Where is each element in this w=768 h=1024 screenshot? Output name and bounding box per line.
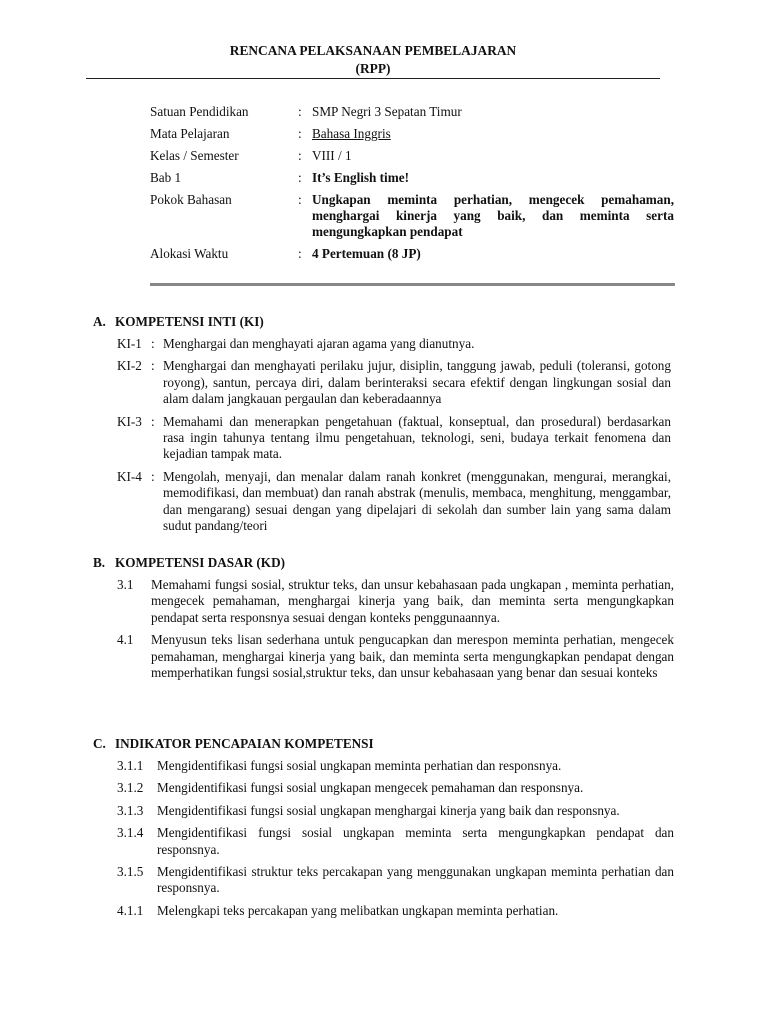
indicator-item [117, 903, 674, 919]
meta-label: Kelas / Semester [150, 148, 239, 163]
ki-text: Menghargai dan menghayati perilaku jujur, disiplin, tanggung jawab, peduli (toleransi, gotong royong), santun, percaya diri, dalam berinteraksi secara efektif dengan lingkungan sosial dan alam dalam jangkauan pergaulan dan keberadaannya [163, 358, 671, 407]
indicator-number: 3.1.1 [117, 758, 144, 773]
kd-number: 3.1 [117, 577, 134, 592]
indicator-text: Melengkapi teks percakapan yang melibatkan ungkapan meminta perhatian. [157, 902, 559, 918]
meta-value: SMP Negri 3 Sepatan Timur [312, 104, 462, 119]
ki-item [117, 336, 671, 352]
indicator-text: Mengidentifikasi fungsi sosial ungkapan menghargai kinerja yang baik dan responsnya. [157, 802, 620, 818]
indicator-text: Mengidentifikasi struktur teks percakapan yang menggunakan ungkapan meminta perhatian dan responsnya. [157, 864, 674, 896]
indicator-text: Mengidentifikasi fungsi sosial ungkapan meminta serta mengungkapkan pendapat dan responsnya. [157, 825, 674, 857]
identity-table [150, 104, 674, 268]
meta-row-satuan-pendidikan [150, 104, 674, 120]
meta-value: 4 Pertemuan (8 JP) [312, 246, 421, 261]
meta-label: Alokasi Waktu [150, 246, 229, 261]
meta-label: Satuan Pendidikan [150, 104, 249, 119]
section-b-heading [93, 555, 285, 571]
ki-code: KI-1 [117, 336, 142, 351]
meta-row-bab [150, 170, 674, 186]
section-letter: A. [93, 314, 106, 329]
meta-value: It’s English time! [312, 170, 409, 185]
indicator-number: 3.1.5 [117, 864, 144, 880]
indicator-item [117, 864, 674, 897]
kd-item [117, 632, 674, 681]
kd-list [117, 577, 674, 687]
section-title: INDIKATOR PENCAPAIAN KOMPETENSI [115, 736, 374, 751]
title-divider [86, 78, 660, 79]
indicator-number: 3.1.4 [117, 825, 144, 841]
section-letter: B. [93, 555, 106, 570]
meta-value: VIII / 1 [312, 148, 352, 163]
ki-code: KI-2 [117, 358, 142, 374]
kd-number: 4.1 [117, 632, 134, 648]
kd-text: Memahami fungsi sosial, struktur teks, dan unsur kebahasaan pada ungkapan , meminta perhatian, mengecek pemahaman, menghargai kinerja yang baik, dan meminta serta mengungkapkan pendapat serta responsnya sesuai dengan konteks penggunaannya. [151, 577, 674, 625]
indicator-number: 4.1.1 [117, 902, 144, 918]
meta-colon: : [298, 170, 302, 185]
indicator-text: Mengidentifikasi fungsi sosial ungkapan mengecek pemahaman dan responsnya. [157, 780, 584, 796]
ki-code: KI-4 [117, 468, 142, 484]
section-letter: C. [93, 736, 106, 751]
indicator-list [117, 758, 674, 925]
ki-colon: : [151, 358, 155, 374]
meta-row-pokok-bahasan [150, 192, 674, 240]
section-c-heading [93, 736, 374, 752]
ki-text: Mengolah, menyaji, dan menalar dalam ranah konkret (menggunakan, mengurai, merangkai, memodifikasi, dan membuat) dan ranah abstrak (menulis, membaca, menghitung, menggambar, dan mengarang) sesuai dengan yang dipelajari di sekolah dan sumber lain yang sama dalam sudut pandang/teori [163, 468, 671, 534]
meta-colon: : [298, 192, 302, 207]
meta-value: Bahasa Inggris [312, 126, 391, 141]
meta-row-mata-pelajaran [150, 126, 674, 142]
ki-item [117, 358, 671, 407]
ki-item [117, 414, 671, 463]
ki-item [117, 469, 671, 535]
meta-colon: : [298, 246, 302, 261]
meta-colon: : [298, 126, 302, 141]
indicator-item [117, 758, 674, 774]
ki-colon: : [151, 336, 155, 351]
kd-item [117, 577, 674, 626]
meta-value: Ungkapan meminta perhatian, mengecek pemahaman, menghargai kinerja yang baik, dan meminta serta mengungkapkan pendapat [312, 192, 674, 239]
section-divider [150, 283, 675, 286]
ki-text: Menghargai dan menghayati ajaran agama yang dianutnya. [163, 336, 475, 351]
ki-colon: : [151, 468, 155, 484]
indicator-item [117, 803, 674, 819]
meta-colon: : [298, 104, 302, 119]
meta-row-alokasi-waktu [150, 246, 674, 262]
indicator-text: Mengidentifikasi fungsi sosial ungkapan meminta perhatian dan responsnya. [157, 758, 562, 773]
document-subtitle: (RPP) [355, 61, 391, 76]
indicator-item [117, 780, 674, 796]
indicator-number: 3.1.3 [117, 802, 144, 818]
ki-code: KI-3 [117, 413, 142, 429]
meta-label: Pokok Bahasan [150, 192, 232, 207]
meta-label: Mata Pelajaran [150, 126, 230, 141]
section-a-heading [93, 314, 264, 330]
section-title: KOMPETENSI DASAR (KD) [115, 555, 285, 570]
meta-colon: : [298, 148, 302, 163]
ki-text: Memahami dan menerapkan pengetahuan (faktual, konseptual, dan prosedural) berdasarkan rasa ingin tahunya tentang ilmu pengetahuan, teknologi, seni, budaya terkait fenomena dan kejadian tampak mata. [163, 413, 671, 462]
document-title: RENCANA PELAKSANAAN PEMBELAJARAN [229, 43, 517, 58]
ki-colon: : [151, 413, 155, 429]
meta-label: Bab 1 [150, 170, 182, 185]
indicator-item [117, 825, 674, 858]
section-title: KOMPETENSI INTI (KI) [115, 314, 264, 329]
kd-text: Menyusun teks lisan sederhana untuk pengucapkan dan merespon meminta perhatian, mengecek pemahaman, menghargai kinerja yang baik, dan meminta serta mengungkapkan pendapat dengan memperhatikan fungsi sosial,struktur teks, dan unsur kebahasaan yang benar dan sesuai konteks [151, 632, 674, 681]
indicator-number: 3.1.2 [117, 780, 144, 796]
ki-list [117, 336, 671, 540]
meta-row-kelas-semester [150, 148, 674, 164]
